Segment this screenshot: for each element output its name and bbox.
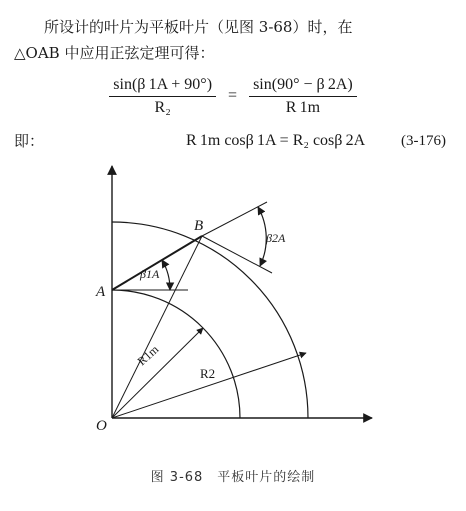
label-A: A: [96, 284, 106, 300]
blade-diagram: [60, 160, 380, 460]
paragraph-text-1: 所设计的叶片为平板叶片（见图 3-68）时，在: [44, 18, 353, 36]
beta2A-arc: [258, 207, 266, 266]
sine-law-formula: [0, 74, 466, 118]
label-beta1A: β1A: [140, 267, 160, 281]
blade-extension-line: [202, 202, 267, 236]
lhs-numerator: sin(β 1A + 90°): [109, 76, 216, 97]
radius-R1m-line: [112, 328, 203, 418]
equation-number: (3-176): [401, 133, 446, 149]
label-beta2A: β2A: [266, 231, 286, 245]
equals-sign: =: [228, 87, 238, 104]
rhs-numerator: sin(90° − β 2A): [249, 76, 357, 97]
equation-line: [14, 128, 454, 154]
label-B: B: [194, 218, 204, 234]
lhs-denominator: R₂: [154, 98, 171, 116]
rhs-denominator: R 1m: [285, 98, 321, 116]
label-R1m: R1m: [134, 342, 162, 369]
paragraph-line-1: [14, 14, 444, 40]
lhs-fraction: [109, 76, 216, 117]
label-O: O: [96, 418, 107, 434]
rhs-fraction: [249, 76, 357, 117]
equation-prefix: 即：: [14, 132, 45, 150]
paragraph-line-2: △OAB 中应用正弦定理可得：: [14, 44, 215, 62]
intro-paragraph: [14, 14, 444, 66]
equation-3-176: R 1m cosβ 1A = R₂ cosβ 2A: [186, 132, 366, 149]
figure-caption: 图 3-68 平板叶片的绘制: [150, 470, 316, 485]
beta1A-arc: [162, 260, 170, 290]
label-R2: R2: [200, 366, 216, 381]
